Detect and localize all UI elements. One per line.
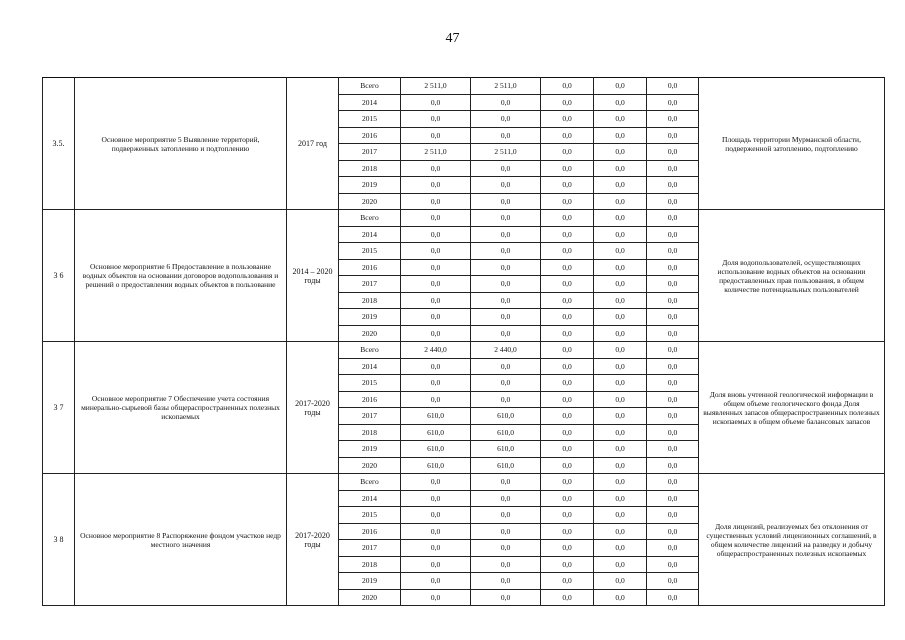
year-cell: 2018 <box>339 292 401 309</box>
value-cell: 0,0 <box>401 507 471 524</box>
indicator-cell: Доля вновь учтенной геологической информации в общем объеме геологического фонда Доля выявленных запасов общераспространенных полезных ископаемых в общем объеме балансовых запасов <box>699 342 885 474</box>
value-cell: 0,0 <box>594 259 647 276</box>
value-cell: 0,0 <box>647 78 699 95</box>
value-cell: 0,0 <box>594 474 647 491</box>
measure-number: 3 8 <box>43 474 75 606</box>
value-cell: 0,0 <box>647 441 699 458</box>
value-cell: 0,0 <box>471 94 541 111</box>
measure-name: Основное мероприятие 7 Обеспечение учета состояния минерально-сырьевой базы общераспространенных полезных ископаемых <box>75 342 287 474</box>
value-cell: 2 511,0 <box>471 144 541 161</box>
year-cell: 2014 <box>339 226 401 243</box>
value-cell: 0,0 <box>594 144 647 161</box>
year-cell: 2014 <box>339 490 401 507</box>
value-cell: 0,0 <box>541 193 594 210</box>
year-cell: 2019 <box>339 573 401 590</box>
measure-number: 3 7 <box>43 342 75 474</box>
value-cell: 610,0 <box>401 424 471 441</box>
value-cell: 0,0 <box>541 243 594 260</box>
measure-name: Основное мероприятие 6 Предоставление в пользование водных объектов на основании договоров водопользования и решений о предоставлении водных объектов в пользование <box>75 210 287 342</box>
year-cell: 2018 <box>339 556 401 573</box>
value-cell: 0,0 <box>541 226 594 243</box>
value-cell: 0,0 <box>594 193 647 210</box>
value-cell: 0,0 <box>471 325 541 342</box>
value-cell: 0,0 <box>471 589 541 606</box>
value-cell: 610,0 <box>471 457 541 474</box>
value-cell: 0,0 <box>401 589 471 606</box>
value-cell: 0,0 <box>594 589 647 606</box>
value-cell: 0,0 <box>594 507 647 524</box>
value-cell: 0,0 <box>541 342 594 359</box>
year-cell: 2019 <box>339 177 401 194</box>
value-cell: 0,0 <box>541 292 594 309</box>
value-cell: 0,0 <box>401 474 471 491</box>
value-cell: 0,0 <box>401 375 471 392</box>
measure-period: 2017-2020 годы <box>287 474 339 606</box>
value-cell: 0,0 <box>541 556 594 573</box>
value-cell: 0,0 <box>401 523 471 540</box>
value-cell: 0,0 <box>541 589 594 606</box>
value-cell: 0,0 <box>541 424 594 441</box>
value-cell: 0,0 <box>471 160 541 177</box>
value-cell: 0,0 <box>541 309 594 326</box>
value-cell: 0,0 <box>594 210 647 227</box>
year-cell: 2016 <box>339 391 401 408</box>
value-cell: 0,0 <box>647 309 699 326</box>
value-cell: 0,0 <box>471 226 541 243</box>
table-row <box>43 210 885 227</box>
value-cell: 0,0 <box>541 127 594 144</box>
value-cell: 610,0 <box>401 457 471 474</box>
value-cell: 0,0 <box>401 391 471 408</box>
value-cell: 0,0 <box>647 276 699 293</box>
value-cell: 0,0 <box>594 556 647 573</box>
value-cell: 0,0 <box>647 457 699 474</box>
year-cell: Всего <box>339 342 401 359</box>
value-cell: 0,0 <box>647 144 699 161</box>
value-cell: 0,0 <box>647 94 699 111</box>
value-cell: 0,0 <box>647 523 699 540</box>
value-cell: 0,0 <box>594 342 647 359</box>
value-cell: 0,0 <box>541 457 594 474</box>
value-cell: 0,0 <box>647 474 699 491</box>
value-cell: 0,0 <box>541 441 594 458</box>
value-cell: 0,0 <box>647 210 699 227</box>
year-cell: 2016 <box>339 127 401 144</box>
value-cell: 0,0 <box>594 573 647 590</box>
year-cell: 2017 <box>339 276 401 293</box>
indicator-cell: Площадь территории Мурманской области, подверженной затоплению, подтоплению <box>699 78 885 210</box>
value-cell: 2 511,0 <box>401 78 471 95</box>
value-cell: 0,0 <box>401 325 471 342</box>
value-cell: 0,0 <box>471 540 541 557</box>
value-cell: 0,0 <box>541 177 594 194</box>
table-row <box>43 342 885 359</box>
year-cell: 2015 <box>339 507 401 524</box>
value-cell: 0,0 <box>647 424 699 441</box>
value-cell: 0,0 <box>594 94 647 111</box>
value-cell: 0,0 <box>594 226 647 243</box>
value-cell: 0,0 <box>471 259 541 276</box>
value-cell: 0,0 <box>401 94 471 111</box>
value-cell: 0,0 <box>647 358 699 375</box>
value-cell: 0,0 <box>647 589 699 606</box>
value-cell: 0,0 <box>541 490 594 507</box>
value-cell: 0,0 <box>594 276 647 293</box>
value-cell: 0,0 <box>471 391 541 408</box>
year-cell: 2020 <box>339 325 401 342</box>
indicator-cell: Доля водопользователей, осуществляющих использование водных объектов на основании предоставленных прав пользования, в общем количестве потенциальных пользователей <box>699 210 885 342</box>
value-cell: 0,0 <box>594 160 647 177</box>
year-cell: 2019 <box>339 309 401 326</box>
value-cell: 0,0 <box>541 259 594 276</box>
value-cell: 0,0 <box>541 325 594 342</box>
value-cell: 0,0 <box>647 540 699 557</box>
value-cell: 0,0 <box>594 391 647 408</box>
measure-period: 2017 год <box>287 78 339 210</box>
year-cell: 2015 <box>339 111 401 128</box>
value-cell: 0,0 <box>541 94 594 111</box>
value-cell: 0,0 <box>541 523 594 540</box>
value-cell: 0,0 <box>647 292 699 309</box>
value-cell: 0,0 <box>401 490 471 507</box>
value-cell: 0,0 <box>471 111 541 128</box>
measure-name: Основное мероприятие 5 Выявление территорий, подверженных затоплению и подтоплению <box>75 78 287 210</box>
year-cell: 2020 <box>339 457 401 474</box>
value-cell: 0,0 <box>471 556 541 573</box>
value-cell: 0,0 <box>594 127 647 144</box>
value-cell: 610,0 <box>471 441 541 458</box>
value-cell: 610,0 <box>471 424 541 441</box>
table-body <box>43 78 885 606</box>
value-cell: 0,0 <box>401 111 471 128</box>
value-cell: 0,0 <box>471 523 541 540</box>
table-row <box>43 474 885 491</box>
measure-period: 2014 – 2020 годы <box>287 210 339 342</box>
value-cell: 0,0 <box>401 540 471 557</box>
year-cell: Всего <box>339 78 401 95</box>
value-cell: 0,0 <box>471 127 541 144</box>
value-cell: 0,0 <box>471 243 541 260</box>
value-cell: 0,0 <box>471 573 541 590</box>
value-cell: 0,0 <box>401 573 471 590</box>
value-cell: 0,0 <box>647 243 699 260</box>
value-cell: 0,0 <box>541 474 594 491</box>
value-cell: 0,0 <box>541 144 594 161</box>
value-cell: 2 440,0 <box>471 342 541 359</box>
value-cell: 0,0 <box>401 243 471 260</box>
value-cell: 0,0 <box>647 226 699 243</box>
year-cell: 2020 <box>339 589 401 606</box>
year-cell: 2020 <box>339 193 401 210</box>
value-cell: 0,0 <box>594 424 647 441</box>
value-cell: 0,0 <box>541 375 594 392</box>
value-cell: 0,0 <box>471 210 541 227</box>
value-cell: 0,0 <box>401 193 471 210</box>
value-cell: 0,0 <box>401 309 471 326</box>
value-cell: 0,0 <box>401 177 471 194</box>
year-cell: 2016 <box>339 259 401 276</box>
value-cell: 610,0 <box>401 408 471 425</box>
measure-number: 3 6 <box>43 210 75 342</box>
value-cell: 0,0 <box>647 342 699 359</box>
measure-period: 2017-2020 годы <box>287 342 339 474</box>
value-cell: 0,0 <box>594 540 647 557</box>
value-cell: 610,0 <box>471 408 541 425</box>
value-cell: 0,0 <box>647 391 699 408</box>
value-cell: 0,0 <box>647 160 699 177</box>
value-cell: 0,0 <box>541 111 594 128</box>
value-cell: 0,0 <box>401 292 471 309</box>
value-cell: 0,0 <box>401 259 471 276</box>
year-cell: 2019 <box>339 441 401 458</box>
value-cell: 0,0 <box>541 78 594 95</box>
value-cell: 0,0 <box>401 358 471 375</box>
value-cell: 0,0 <box>471 375 541 392</box>
value-cell: 0,0 <box>594 408 647 425</box>
value-cell: 0,0 <box>471 507 541 524</box>
value-cell: 0,0 <box>647 375 699 392</box>
year-cell: 2018 <box>339 160 401 177</box>
measure-number: 3.5. <box>43 78 75 210</box>
value-cell: 0,0 <box>594 292 647 309</box>
value-cell: 2 511,0 <box>471 78 541 95</box>
value-cell: 0,0 <box>541 160 594 177</box>
program-measures-table <box>42 77 885 606</box>
value-cell: 0,0 <box>647 259 699 276</box>
value-cell: 0,0 <box>471 292 541 309</box>
value-cell: 0,0 <box>541 391 594 408</box>
page-number: 47 <box>445 31 460 46</box>
value-cell: 0,0 <box>594 78 647 95</box>
year-cell: 2018 <box>339 424 401 441</box>
measure-name: Основное мероприятие 8 Распоряжение фондом участков недр местного значения <box>75 474 287 606</box>
value-cell: 0,0 <box>647 573 699 590</box>
value-cell: 0,0 <box>594 243 647 260</box>
value-cell: 0,0 <box>647 325 699 342</box>
year-cell: Всего <box>339 474 401 491</box>
value-cell: 0,0 <box>401 160 471 177</box>
value-cell: 0,0 <box>471 177 541 194</box>
table-row <box>43 78 885 95</box>
value-cell: 0,0 <box>541 358 594 375</box>
value-cell: 2 511,0 <box>401 144 471 161</box>
value-cell: 0,0 <box>471 309 541 326</box>
value-cell: 0,0 <box>471 193 541 210</box>
value-cell: 0,0 <box>541 507 594 524</box>
year-cell: Всего <box>339 210 401 227</box>
year-cell: 2017 <box>339 144 401 161</box>
value-cell: 0,0 <box>541 573 594 590</box>
year-cell: 2014 <box>339 94 401 111</box>
value-cell: 0,0 <box>471 276 541 293</box>
value-cell: 0,0 <box>647 408 699 425</box>
year-cell: 2017 <box>339 540 401 557</box>
year-cell: 2015 <box>339 243 401 260</box>
value-cell: 0,0 <box>647 507 699 524</box>
value-cell: 0,0 <box>594 457 647 474</box>
value-cell: 0,0 <box>401 556 471 573</box>
value-cell: 0,0 <box>471 474 541 491</box>
value-cell: 0,0 <box>401 226 471 243</box>
year-cell: 2016 <box>339 523 401 540</box>
value-cell: 0,0 <box>541 408 594 425</box>
value-cell: 0,0 <box>471 358 541 375</box>
year-cell: 2015 <box>339 375 401 392</box>
value-cell: 0,0 <box>401 210 471 227</box>
value-cell: 0,0 <box>401 127 471 144</box>
value-cell: 0,0 <box>594 375 647 392</box>
value-cell: 0,0 <box>594 490 647 507</box>
value-cell: 0,0 <box>541 540 594 557</box>
value-cell: 0,0 <box>401 276 471 293</box>
year-cell: 2017 <box>339 408 401 425</box>
value-cell: 0,0 <box>594 177 647 194</box>
value-cell: 0,0 <box>647 111 699 128</box>
value-cell: 0,0 <box>541 276 594 293</box>
value-cell: 0,0 <box>647 556 699 573</box>
value-cell: 0,0 <box>541 210 594 227</box>
value-cell: 2 440,0 <box>401 342 471 359</box>
value-cell: 0,0 <box>594 325 647 342</box>
value-cell: 0,0 <box>647 177 699 194</box>
value-cell: 0,0 <box>471 490 541 507</box>
value-cell: 0,0 <box>594 523 647 540</box>
year-cell: 2014 <box>339 358 401 375</box>
value-cell: 0,0 <box>594 309 647 326</box>
value-cell: 0,0 <box>594 111 647 128</box>
value-cell: 0,0 <box>647 490 699 507</box>
value-cell: 0,0 <box>647 193 699 210</box>
value-cell: 0,0 <box>594 441 647 458</box>
value-cell: 610,0 <box>401 441 471 458</box>
value-cell: 0,0 <box>647 127 699 144</box>
indicator-cell: Доля лицензий, реализуемых без отклонения от существенных условий лицензионных соглашений, в общем количестве лицензий на разведку и добычу общераспространенных полезных ископаемых <box>699 474 885 606</box>
value-cell: 0,0 <box>594 358 647 375</box>
